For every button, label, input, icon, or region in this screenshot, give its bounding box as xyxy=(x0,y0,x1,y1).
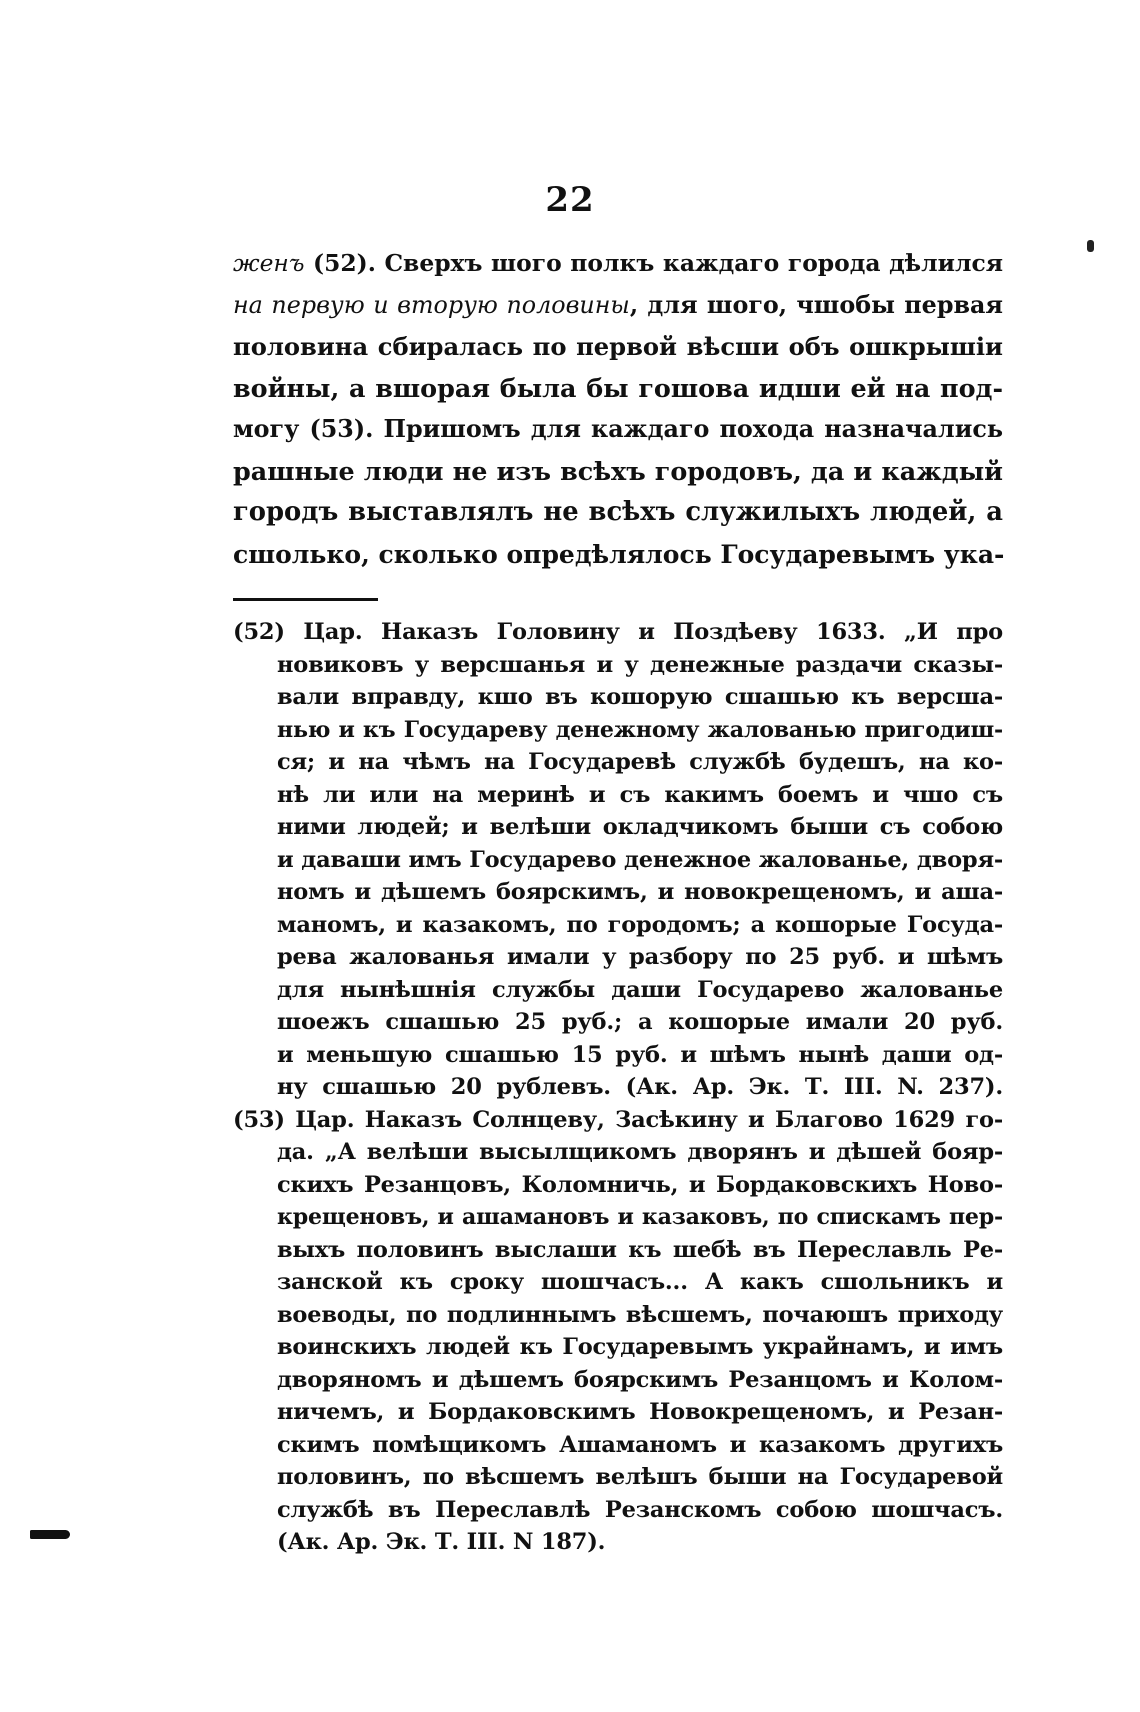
footnote-line: ними людей; и велѣши окладчикомъ быши съ собою xyxy=(277,814,1003,840)
footnote-53 xyxy=(233,1104,1003,1559)
main-text-line xyxy=(233,492,1003,534)
page-number: 22 xyxy=(545,180,595,220)
footnote-line: дворяномъ и дѣшемъ боярскимъ Резанцомъ и Колом- xyxy=(277,1366,1003,1393)
line-text: городъ выставлялъ не всѣхъ служилыхъ людей, а xyxy=(233,497,1003,527)
footnote-line: ся; и на чѣмъ на Государевѣ службѣ будешъ, на ко- xyxy=(277,749,1003,775)
footnote-line: вали вправду, кшо въ кошорую сшашью къ версша- xyxy=(277,684,1003,710)
footnote-line: для нынѣшнія службы даши Государево жалованье xyxy=(277,976,1003,1003)
footnote-line: воинскихъ людей къ Государевымъ украйнамъ, и имъ xyxy=(277,1334,1003,1360)
footnote-line: рева жалованья имали у разбору по 25 руб. и шѣмъ xyxy=(277,944,1003,970)
footnote-line: половинъ, по вѣсшемъ велѣшъ быши на Государевой xyxy=(277,1464,1003,1490)
footnote-line: и даваши имъ Государево денежное жалованье, дворя- xyxy=(277,846,1003,873)
footnote-line: службѣ въ Переславлѣ Резанскомъ собою шошчасъ. xyxy=(277,1496,1003,1523)
margin-speck xyxy=(1087,240,1094,252)
footnote-line: скихъ Резанцовъ, Коломничь, и Бордаковскихъ Ново- xyxy=(277,1171,1003,1198)
scan-edge-mark xyxy=(30,1530,70,1539)
footnote-line: занской къ сроку шошчасъ... А какъ сшольникъ и xyxy=(277,1269,1003,1295)
footnote-line: (Ак. Ар. Эк. Т. III. N 187). xyxy=(277,1529,606,1555)
footnote-line: новиковъ у версшанья и у денежные раздачи сказы- xyxy=(277,651,1003,678)
footnote-line: выхъ половинъ выслаши къ шебѣ въ Переславль Ре- xyxy=(277,1236,1003,1263)
footnote-line: да. „А велѣши высылщикомъ дворянъ и дѣшей бояр- xyxy=(277,1139,1003,1165)
footnote-separator xyxy=(233,598,378,601)
footnote-line: ничемъ, и Бордаковскимъ Новокрещеномъ, и Резан- xyxy=(277,1399,1003,1425)
footnote-line: (52) Цар. Наказъ Головину и Поздѣеву 1633. „И про xyxy=(233,619,1003,645)
line-text: сшолько, сколько опредѣлялось Государевымъ ука- xyxy=(233,539,1005,569)
footnotes-block xyxy=(233,616,1003,1559)
line-text: войны, а вшорая была бы гошова идши ей на под- xyxy=(233,372,1003,403)
main-text-line xyxy=(233,243,1003,285)
footnote-line: ну сшашью 20 рублевъ. (Ак. Ар. Эк. Т. III. N. 237). xyxy=(277,1074,1003,1100)
line-text: рашные люди не изъ всѣхъ городовъ, да и каждый xyxy=(233,455,1003,486)
footnote-line: скимъ помѣщикомъ Ашаманомъ и казакомъ другихъ xyxy=(277,1431,1003,1458)
footnote-line: (53) Цар. Наказъ Солнцеву, Засѣкину и Благово 1629 го- xyxy=(233,1106,1003,1133)
main-text-line xyxy=(233,451,1003,493)
main-text-line xyxy=(233,326,1003,368)
line-text: половина сбиралась по первой вѣсши объ ошкрышіи xyxy=(233,332,1003,361)
main-text-line xyxy=(233,368,1003,410)
italic-phrase: женъ xyxy=(233,249,305,277)
footnote-line: и меньшую сшашью 15 руб. и шѣмъ нынѣ даши од- xyxy=(277,1041,1003,1068)
footnote-line: нѣ ли или на меринѣ и съ какимъ боемъ и чшо съ xyxy=(277,781,1003,808)
line-text: могу (53). Пришомъ для каждаго похода назначались xyxy=(233,415,1003,443)
footnote-52 xyxy=(233,616,1003,1104)
footnote-line: шоежъ сшашью 25 руб.; а кошорые имали 20 руб. xyxy=(277,1009,1003,1035)
line-text: (52). Сверхъ шого полкъ каждаго города дѣлился xyxy=(304,249,1003,277)
footnote-line: маномъ, и казакомъ, по городомъ; а кошорые Госуда- xyxy=(277,911,1003,938)
main-text-line xyxy=(233,285,1003,327)
footnote-line: крещеновъ, и ашамановъ и казаковъ, по спискамъ пер- xyxy=(277,1204,1003,1230)
main-text-line xyxy=(233,534,1003,576)
line-text: , для шого, чшобы первая xyxy=(629,290,1003,319)
main-text-block xyxy=(233,243,1003,575)
footnote-line: воеводы, по подлиннымъ вѣсшемъ, почаюшъ приходу xyxy=(277,1301,1003,1328)
footnote-line: номъ и дѣшемъ боярскимъ, и новокрещеномъ, и аша- xyxy=(277,879,1003,905)
main-text-line xyxy=(233,409,1003,451)
italic-phrase: на первую и вторую половины xyxy=(233,290,630,319)
footnote-line: нью и къ Государеву денежному жалованью пригодиш- xyxy=(277,716,1003,743)
